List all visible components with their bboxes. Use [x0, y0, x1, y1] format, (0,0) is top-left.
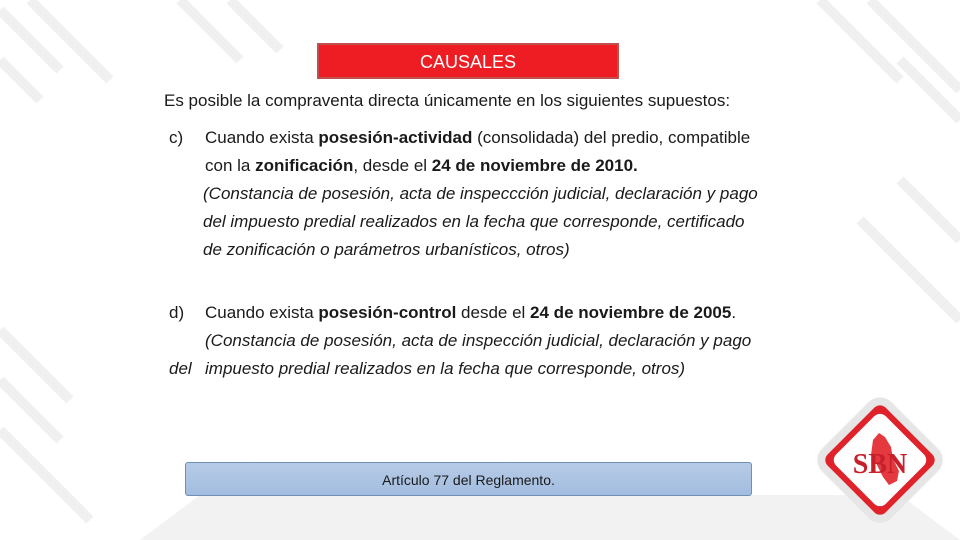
slide-title: CAUSALES — [317, 43, 619, 79]
item-d-marker: d) — [169, 303, 185, 322]
reference-note: Artículo 77 del Reglamento. — [185, 462, 752, 496]
item-d-line-1: d) Cuando exista posesión-control desde el 24 de noviembre de 2005. — [169, 299, 751, 327]
item-c-line-1: c) Cuando exista posesión-actividad (consolidada) del predio, compatible — [169, 124, 758, 152]
item-c-line-2: con la zonificación, desde el 24 de noviembre de 2010. — [205, 156, 638, 175]
item-c-line-3: (Constancia de posesión, acta de inspeccción judicial, declaración y pago — [203, 184, 758, 203]
logo-text: SBN — [852, 449, 908, 480]
item-c-line-4: del impuesto predial realizados en la fecha que corresponde, certificado — [203, 212, 745, 231]
list-item-d — [169, 299, 751, 383]
intro-text: Es posible la compraventa directa únicamente en los siguientes supuestos: — [164, 91, 731, 110]
item-d-line-3: del impuesto predial realizados en la fecha que corresponde, otros) — [169, 359, 686, 378]
item-c-marker: c) — [169, 128, 184, 147]
list-item-c — [169, 124, 758, 264]
item-d-line-2: (Constancia de posesión, acta de inspección judicial, declaración y pago — [205, 331, 752, 350]
item-c-line-5: de zonificación o parámetros urbanísticos, otros) — [203, 240, 570, 259]
sbn-logo — [805, 385, 955, 535]
